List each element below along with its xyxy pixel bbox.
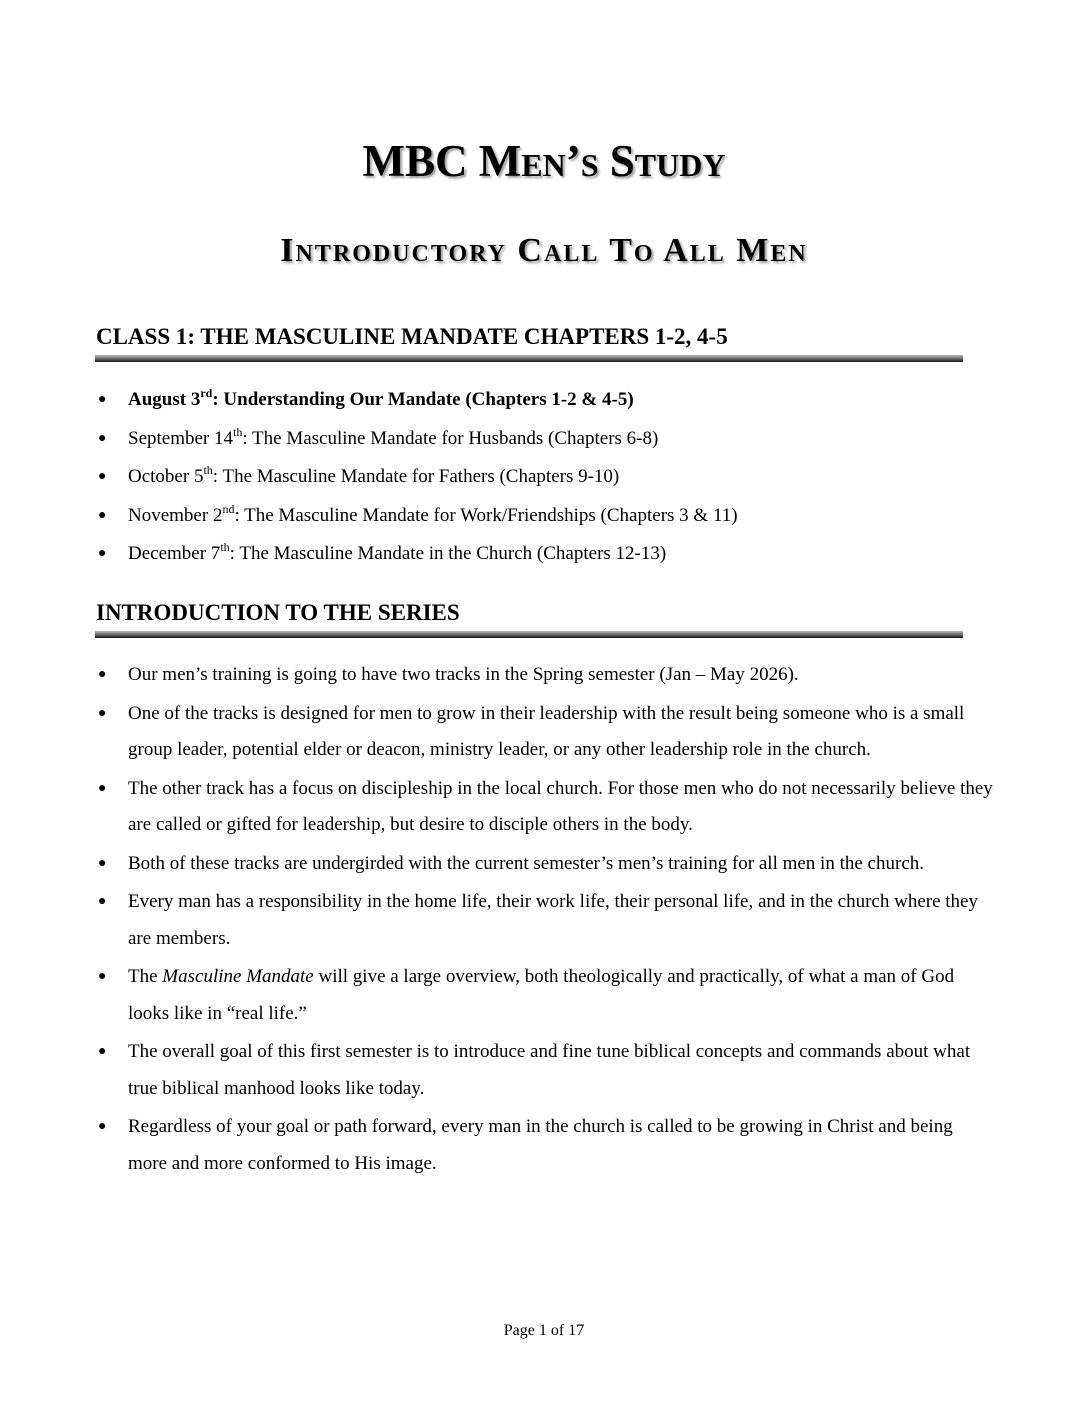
list-item: ● November 2nd: The Masculine Mandate for Work/Friendships (Chapters 3 & 11) bbox=[96, 498, 996, 535]
list-item: ● Every man has a responsibility in the home life, their work life, their personal life, and in the church where they are members. bbox=[96, 884, 996, 957]
intro-list bbox=[96, 657, 996, 1184]
bullet-icon: ● bbox=[98, 546, 107, 561]
section-divider bbox=[95, 631, 963, 638]
bullet-icon: ● bbox=[98, 780, 107, 796]
bullet-icon: ● bbox=[98, 1119, 107, 1134]
list-item: ● September 14th: The Masculine Mandate for Husbands (Chapters 6-8) bbox=[96, 421, 996, 458]
list-item: ● Our men’s training is going to have two tracks in the Spring semester (Jan – May 2026). bbox=[96, 657, 996, 694]
book-title: Masculine Mandate bbox=[162, 966, 314, 987]
list-item: ● October 5th: The Masculine Mandate for Fathers (Chapters 9-10) bbox=[96, 459, 996, 496]
bullet-icon: ● bbox=[98, 894, 107, 909]
list-item: ● The Masculine Mandate will give a large overview, both theologically and practically, of what a man of God looks like in “real life.” bbox=[96, 959, 996, 1032]
bullet-icon: ● bbox=[98, 1044, 107, 1059]
list-item: ● August 3rd: Understanding Our Mandate (Chapters 1-2 & 4-5) bbox=[96, 382, 996, 419]
bullet-icon: ● bbox=[98, 430, 107, 446]
list-item: ● Both of these tracks are undergirded with the current semester’s men’s training for all men in the church. bbox=[96, 846, 996, 883]
class-section-heading: CLASS 1: THE MASCULINE MANDATE CHAPTERS 1-2, 4-5 bbox=[96, 324, 728, 349]
bullet-icon: ● bbox=[98, 392, 107, 407]
bullet-icon: ● bbox=[98, 855, 107, 871]
class-schedule-list bbox=[96, 382, 996, 575]
list-item: ● The overall goal of this first semester is to introduce and fine tune biblical concepts and commands about what true biblical manhood looks like today. bbox=[96, 1034, 996, 1107]
bullet-icon: ● bbox=[98, 469, 107, 484]
list-item: ● December 7th: The Masculine Mandate in the Church (Chapters 12-13) bbox=[96, 536, 996, 573]
bullet-icon: ● bbox=[98, 667, 107, 682]
section-divider bbox=[95, 355, 963, 362]
bullet-icon: ● bbox=[98, 507, 107, 523]
list-item: ● Regardless of your goal or path forward, every man in the church is called to be growing in Christ and being more and more conformed to His image. bbox=[96, 1109, 996, 1182]
bullet-icon: ● bbox=[98, 969, 107, 984]
list-item: ● The other track has a focus on discipleship in the local church. For those men who do not necessarily believe they are called or gifted for leadership, but desire to disciple others in the body. bbox=[96, 771, 996, 844]
page-number: Page 1 of 17 bbox=[503, 1322, 585, 1339]
bullet-icon: ● bbox=[98, 705, 107, 721]
list-item: ● One of the tracks is designed for men to grow in their leadership with the result being someone who is a small group leader, potential elder or deacon, ministry leader, or any other leadership role in the church. bbox=[96, 696, 996, 769]
page-subtitle: Introductory Call To All Men bbox=[280, 232, 808, 269]
page-title: MBC Men’s Study bbox=[362, 136, 726, 186]
intro-section-heading: INTRODUCTION TO THE SERIES bbox=[96, 600, 460, 625]
